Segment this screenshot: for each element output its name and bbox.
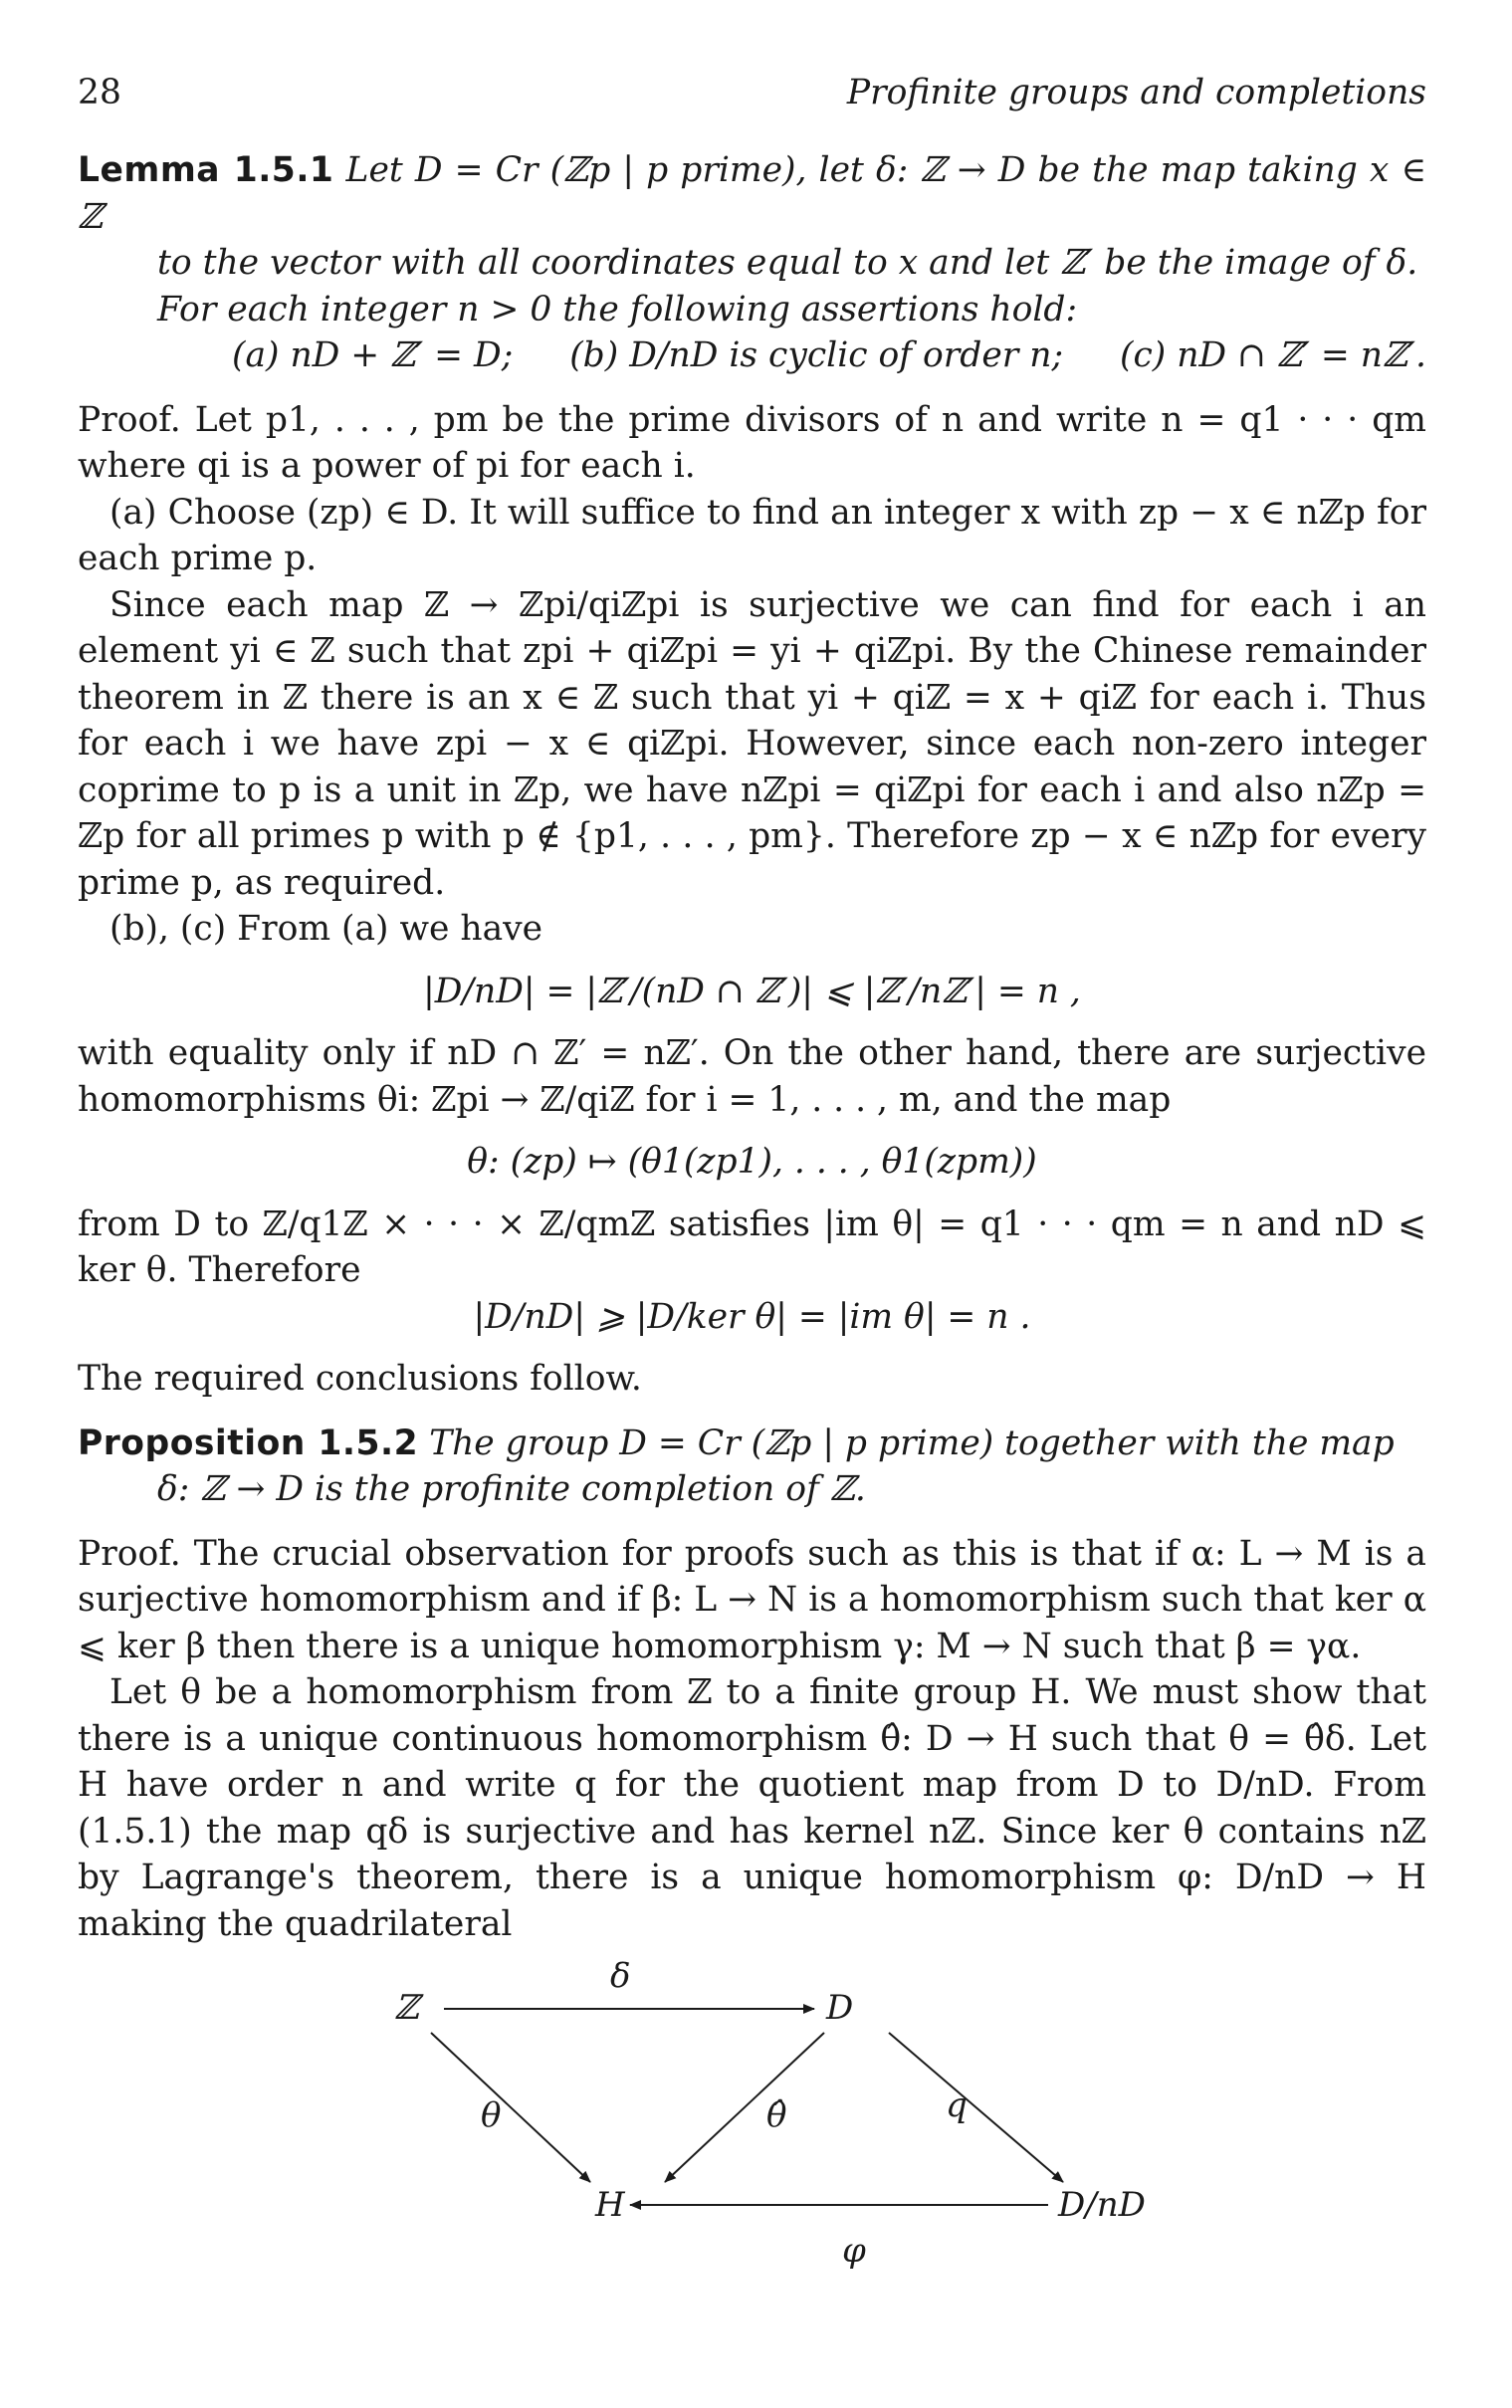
- proposition-line-1: The group D = Cr (ℤp | p prime) together with the map: [429, 1423, 1395, 1463]
- arrow-theta-hat: [665, 2033, 824, 2182]
- lemma-line-2: to the vector with all coordinates equal to x and let ℤ′ be the image of δ.: [157, 243, 1418, 283]
- display-equation: |D/nD| = |ℤ′/(nD ∩ ℤ′)| ⩽ |ℤ′/nℤ′| = n ,: [423, 971, 1081, 1011]
- proof-paragraph: Proof. The crucial observation for proofs such as this is that if α: L → M is a surjective homomorphism and if β: L → N is a homomorphism such that ker α ⩽ ker β then there is a unique homomorphism γ: M → N such that β = γα.: [78, 1533, 1426, 1666]
- proof-paragraph: with equality only if nD ∩ ℤ′ = nℤ′. On the other hand, there are surjective homomorphisms θi: ℤpi → ℤ/qiℤ for i = 1, . . . , m, and the map: [78, 1033, 1426, 1120]
- label-q: q: [946, 2085, 968, 2125]
- display-equation: |D/nD| ⩾ |D/ker θ| = |im θ| = n .: [473, 1296, 1031, 1337]
- commutative-diagram: [78, 1956, 1426, 2290]
- lemma-part-c: (c) nD ∩ ℤ′ = nℤ′.: [1119, 335, 1426, 375]
- proof-paragraph: Since each map ℤ → ℤpi/qiℤpi is surjective we can find for each i an element yi ∈ ℤ such that zpi + qiℤpi = yi + qiℤpi. By the Chinese remainder theorem in ℤ there is an x ∈ ℤ such that yi + qiℤ = x + qiℤ for each i. Thus for each i we have zpi − x ∈ qiℤpi. However, since each non-zero integer coprime to p is a unit in ℤp, we have nℤpi = qiℤpi for each i and also nℤp = ℤp for all primes p with p ∉ {p1, . . . , pm}. Therefore zp − x ∈ nℤp for every prime p, as required.: [78, 584, 1426, 903]
- lemma-part-b: (b) D/nD is cyclic of order n;: [569, 335, 1064, 375]
- lemma-statement: [78, 147, 1426, 332]
- lemma-line-1: Let D = Cr (ℤp | p prime), let δ: ℤ → D be the map taking x ∈ ℤ: [78, 150, 1427, 237]
- label-theta-hat: θ̂: [766, 2095, 787, 2135]
- lemma-assertions: [78, 332, 1426, 379]
- page-number: 28: [78, 73, 121, 112]
- lemma-proof: [78, 397, 1426, 1403]
- proof-paragraph: Proof. Let p1, . . . , pm be the prime divisors of n and write n = q1 · · · qm where qi is a power of pi for each i.: [78, 399, 1426, 486]
- lemma-part-a: (a) nD + ℤ′ = D;: [232, 335, 514, 375]
- running-header: [78, 70, 1426, 115]
- node-D-mod-nD: D/nD: [1058, 2185, 1146, 2225]
- node-Z: ℤ: [394, 1988, 419, 2028]
- proof-paragraph: from D to ℤ/q1ℤ × · · · × ℤ/qmℤ satisfies |im θ| = q1 · · · qm = n and nD ⩽ ker θ. Therefore: [78, 1204, 1426, 1290]
- lemma-label: Lemma 1.5.1: [78, 150, 334, 190]
- node-H: H: [595, 2185, 625, 2225]
- page: [78, 70, 1426, 2290]
- label-phi: φ: [842, 2231, 866, 2271]
- node-D: D: [826, 1988, 854, 2028]
- arrow-q: [889, 2033, 1063, 2182]
- proposition-proof: [78, 1531, 1426, 1948]
- proof-paragraph: The required conclusions follow.: [78, 1359, 642, 1399]
- label-theta: θ: [481, 2095, 502, 2135]
- proposition-statement: [78, 1421, 1426, 1513]
- proof-paragraph: Let θ be a homomorphism from ℤ to a finite group H. We must show that there is a unique continuous homomorphism θ̂: D → H such that θ = θ̂δ. Let H have order n and write q for the quotient map from D to D/nD. From (1.5.1) the map qδ is surjective and has kernel nℤ. Since ker θ contains nℤ by Lagrange's theorem, there is a unique homomorphism φ: D/nD → H making the quadrilateral: [78, 1672, 1426, 1944]
- running-title: Profinite groups and completions: [846, 73, 1426, 112]
- arrow-theta: [431, 2033, 590, 2182]
- proposition-label: Proposition 1.5.2: [78, 1423, 419, 1463]
- proof-paragraph: (a) Choose (zp) ∈ D. It will suffice to find an integer x with zp − x ∈ nℤp for each prime p.: [78, 492, 1426, 578]
- label-delta: δ: [610, 1956, 631, 1996]
- proposition-line-2: δ: ℤ → D is the profinite completion of ℤ.: [157, 1469, 866, 1509]
- lemma-line-3: For each integer n > 0 the following assertions hold:: [157, 289, 1078, 329]
- proof-paragraph: (b), (c) From (a) we have: [109, 909, 543, 949]
- display-equation: θ: (zp) ↦ (θ1(zp1), . . . , θ1(zpm)): [467, 1142, 1037, 1182]
- diagram-arrows: [78, 1961, 1426, 2290]
